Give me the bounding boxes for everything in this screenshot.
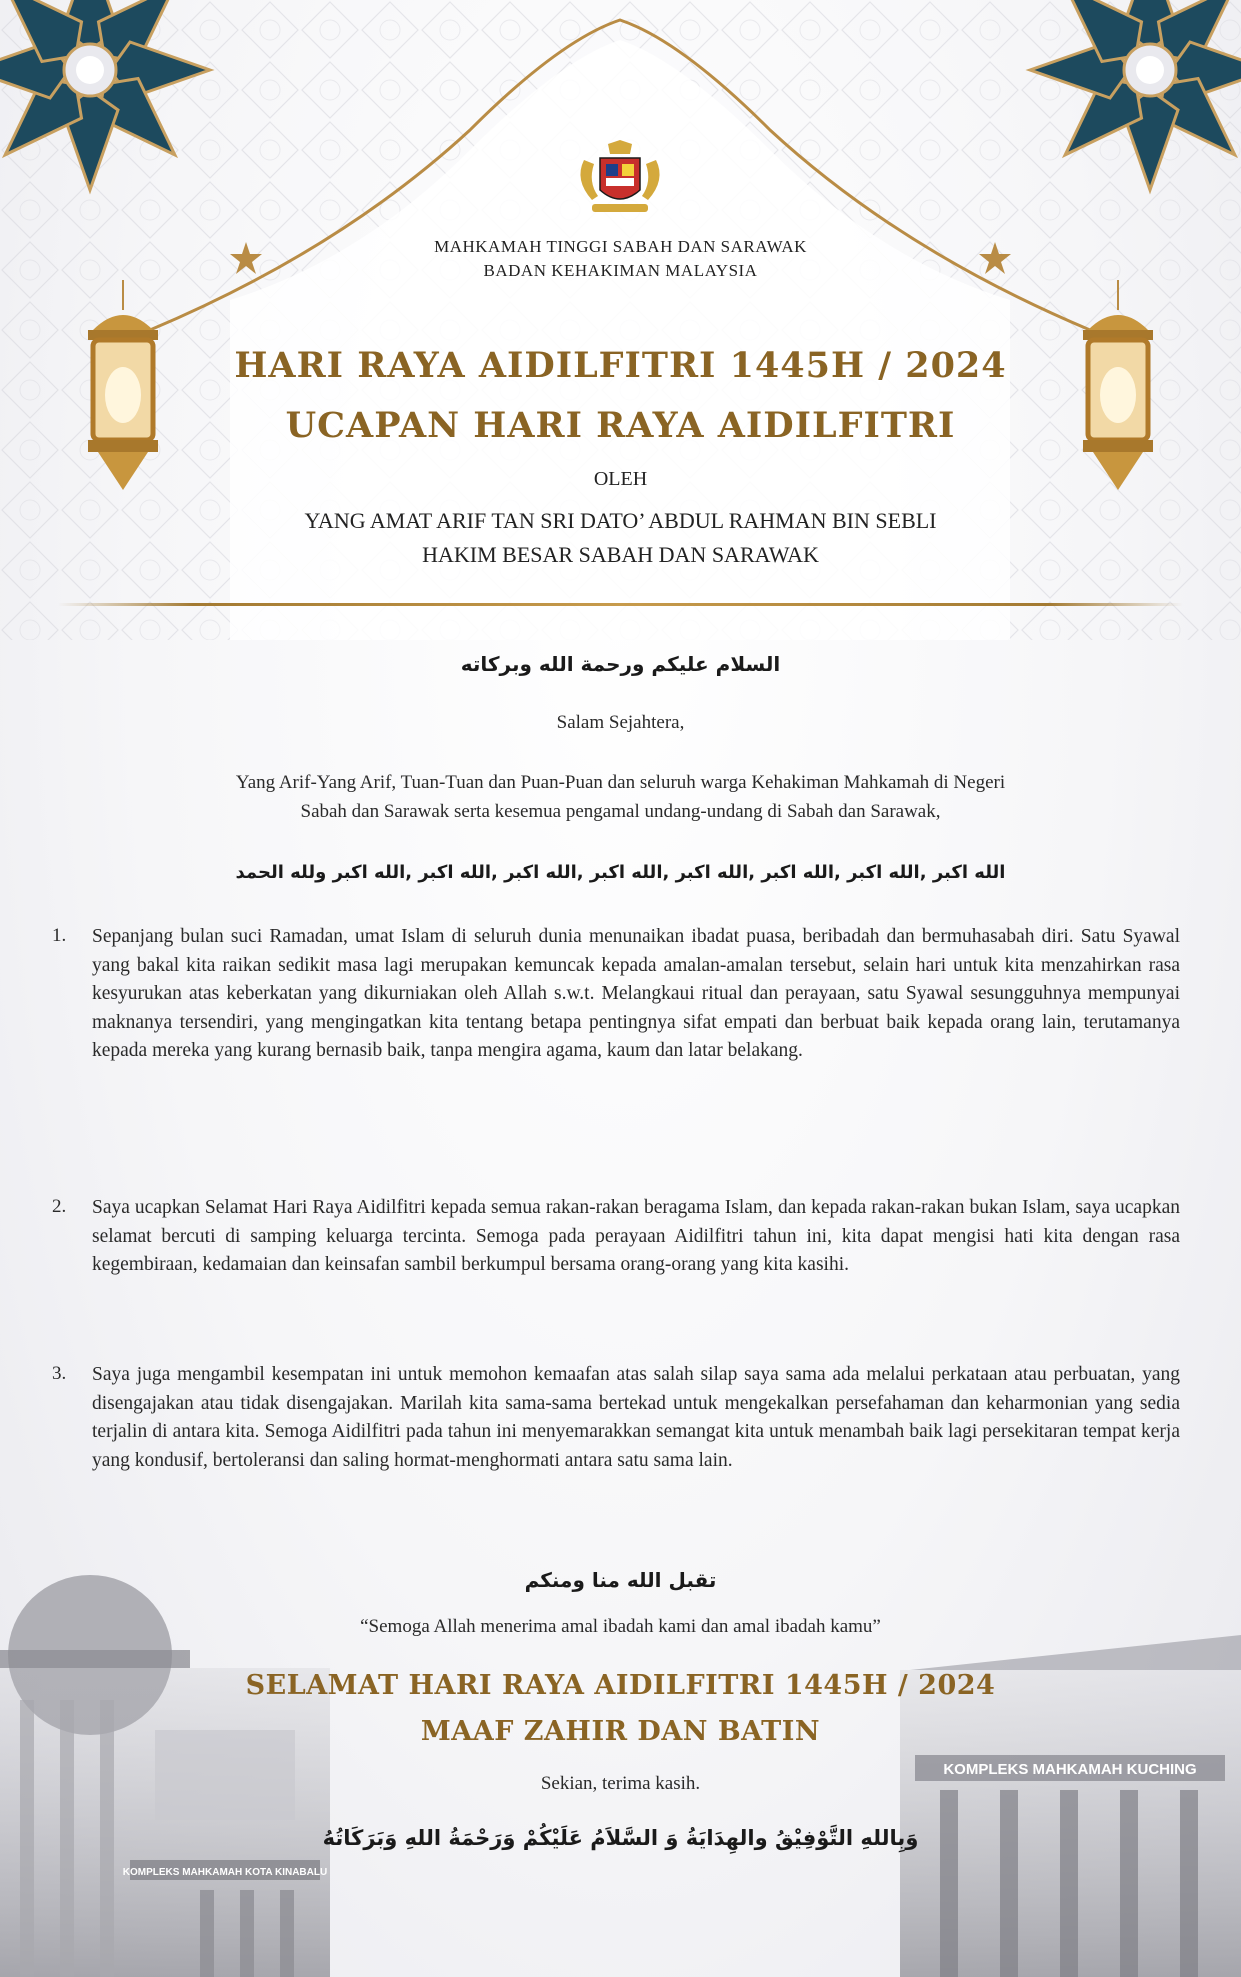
thanks-text: Sekian, terima kasih. xyxy=(540,1773,701,1794)
takbir-arabic: الله اكبر ,الله اكبر ,الله اكبر ,الله اكبر ,الله اكبر ,الله اكبر ,الله اكبر ,الله اكبر ولله الحمد xyxy=(235,862,1006,883)
coat-of-arms-icon xyxy=(570,140,670,220)
speaker-name: YANG AMAT ARIF TAN SRI DATO’ ABDUL RAHMAN BIN SEBLI xyxy=(304,508,937,533)
lantern-right-icon xyxy=(1063,280,1173,500)
sub-title: UCAPAN HARI RAYA AIDILFITRI xyxy=(285,405,956,446)
main-title: HARI RAYA AIDILFITRI 1445H / 2024 xyxy=(234,345,1007,386)
star-ornament-top-right-icon xyxy=(1020,0,1241,200)
paragraph-2: Saya ucapkan Selamat Hari Raya Aidilfitri kepada semua rakan-rakan beragama Islam, dan kepada rakan-rakan bukan Islam, saya ucapkan selamat bercuti di samping keluarga tercinta. Semoga pada perayaan Aidilfitri tahun ini, kita dapat mengisi hati kita dengan rasa kegembiraan, kedamaian dan keinsafan sambil berkumpul bersama orang-orang yang kita kasihi. xyxy=(92,1197,1180,1275)
taqabbal-translation: “Semoga Allah menerima amal ibadah kami dan amal ibadah kamu” xyxy=(360,1616,881,1637)
closing-greeting-line-2: MAAF ZAHIR DAN BATIN xyxy=(420,1716,821,1747)
left-building-sign: KOMPLEKS MAHKAMAH KOTA KINABALU xyxy=(122,1867,328,1878)
by-label: OLEH xyxy=(593,468,648,490)
divider-line xyxy=(58,603,1183,606)
speaker-title: HAKIM BESAR SABAH DAN SARAWAK xyxy=(422,542,819,567)
paragraph-3-number: 3. xyxy=(52,1363,67,1384)
right-building-sign: KOMPLEKS MAHKAMAH KUCHING xyxy=(943,1761,1197,1778)
paragraph-1-number: 1. xyxy=(52,925,67,946)
closing-greeting-line-1: SELAMAT HARI RAYA AIDILFITRI 1445H / 2024 xyxy=(245,1670,996,1701)
address-line-2: Sabah dan Sarawak serta kesemua pengamal undang-undang di Sabah dan Sarawak, xyxy=(300,801,941,822)
final-arabic: وَبِاللهِ التَّوْفِيْقُ والهِدَايَةُ وَ السَّلاَمُ عَلَيْكُمْ وَرَحْمَةُ اللهِ وَبَرَكَاتُهُ xyxy=(322,1826,919,1850)
address-line-1: Yang Arif-Yang Arif, Tuan-Tuan dan Puan-Puan dan seluruh warga Kehakiman Mahkamah di Negeri xyxy=(235,772,1006,793)
paragraph-3: Saya juga mengambil kesempatan ini untuk memohon kemaafan atas salah silap saya sama ada melalui perkataan atau perbuatan, yang disengajakan atau tidak disengajakan. Marilah kita sama-sama bertekad untuk mengekalkan persefahaman dan keharmonian yang sedia terjalin di antara kita. Semoga Aidilfitri pada tahun ini menyemarakkan semangat kita untuk menambah baik lagi persekitaran tempat kerja yang kondusif, bertoleransi dan saling hormat-menghormati antara satu sama lain. xyxy=(92,1364,1180,1471)
paragraph-1: Sepanjang bulan suci Ramadan, umat Islam di seluruh dunia menunaikan ibadat puasa, beribadah dan bermuhasabah diri. Satu Syawal yang bakal kita raikan sedikit masa lagi merupakan kemuncak kepada amalan-amalan tersebut, selain hari untuk kita menzahirkan rasa kesyurukan atas keberkatan yang dikurniakan oleh Allah s.w.t. Melangkaui ritual dan perayaan, satu Syawal sesungguhnya mempunyai maknanya tersendiri, yang mengingatkan kita tentang betapa pentingnya sifat empati dan berbuat baik kepada orang lain, terutamanya kepada mereka yang kurang bernasib baik, tanpa mengira agama, kaum dan latar belakang. xyxy=(92,926,1180,1061)
star-ornament-top-left-icon xyxy=(0,0,220,200)
lantern-left-icon xyxy=(68,280,178,500)
taqabbal-arabic: تقبل الله منا ومنكم xyxy=(524,1568,717,1592)
salam-arabic: السلام عليكم ورحمة الله وبركاته xyxy=(460,652,781,676)
court-name-line-1: MAHKAMAH TINGGI SABAH DAN SARAWAK xyxy=(434,237,807,256)
greeting-text: Salam Sejahtera, xyxy=(556,712,685,733)
court-name-line-2: BADAN KEHAKIMAN MALAYSIA xyxy=(483,261,758,280)
paragraph-2-number: 2. xyxy=(52,1196,67,1217)
